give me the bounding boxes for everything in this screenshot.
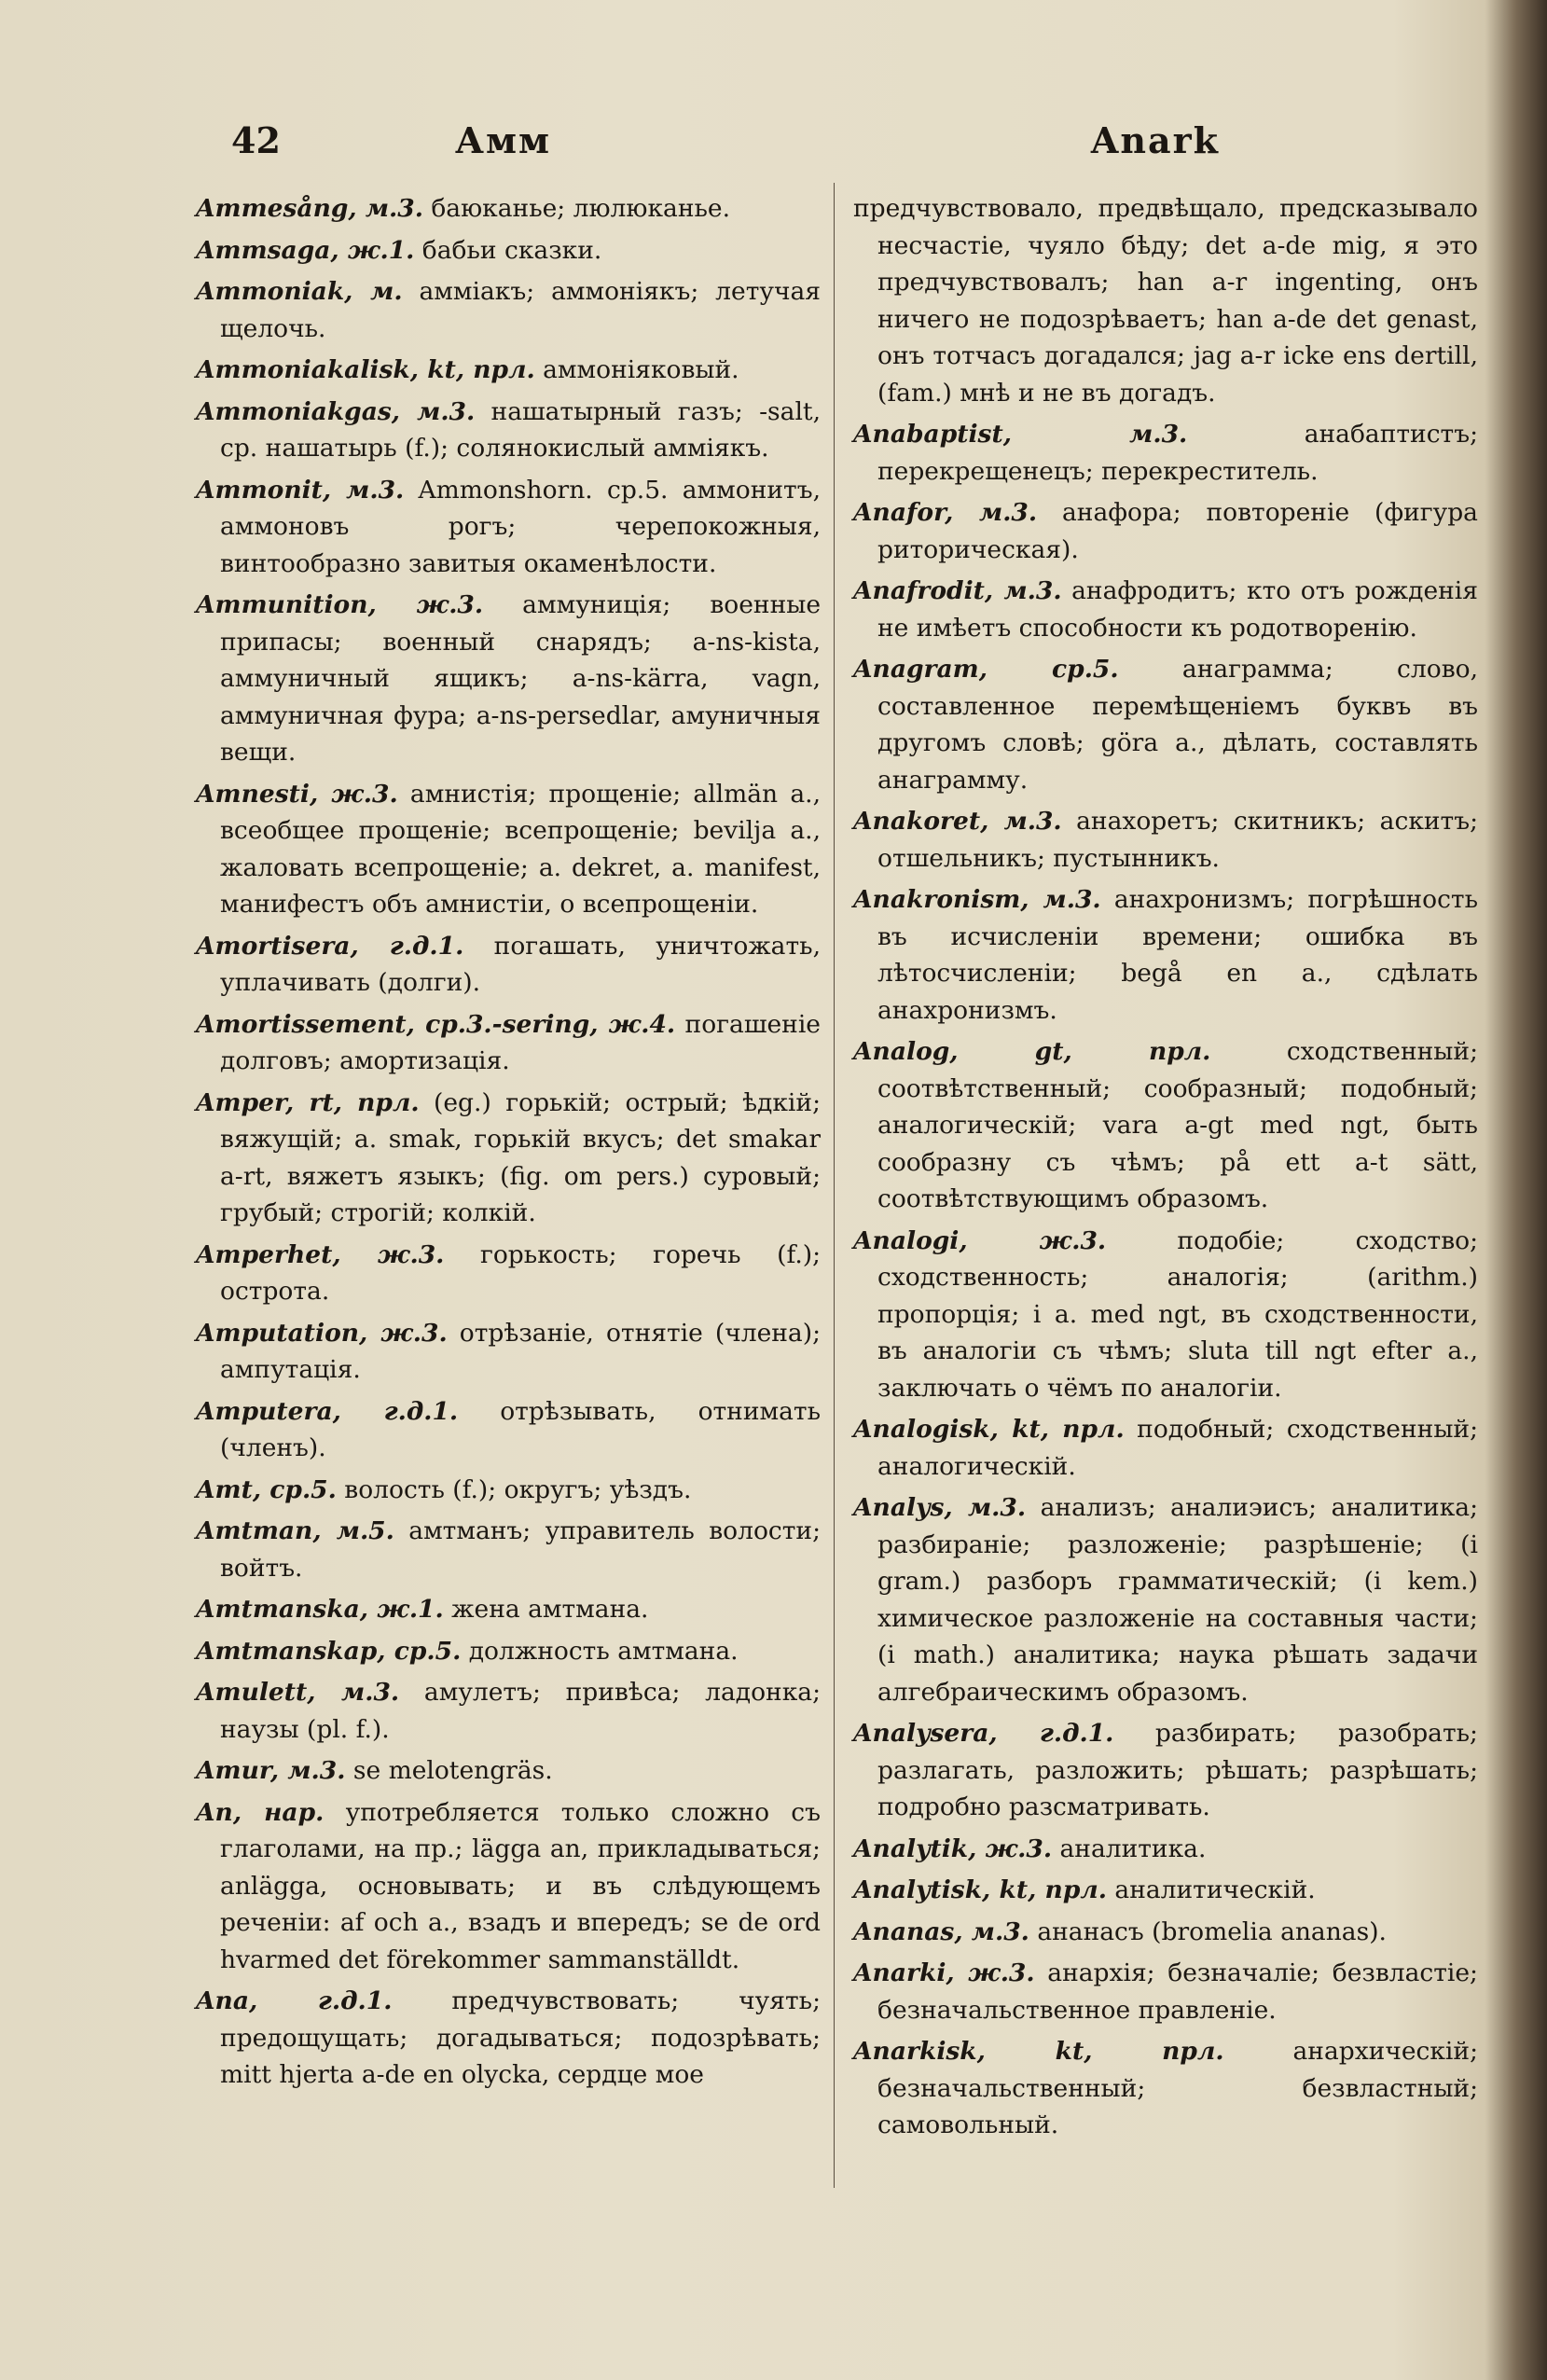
entry-definition: разбирать; разобрать; разлагать, разложить; рѣшать; разрѣшать; подробно разсматривать. <box>877 1719 1478 1821</box>
dictionary-entry <box>853 1411 1478 1485</box>
entry-definition: аналитическій. <box>1106 1875 1316 1904</box>
entry-headword: Amortisera, г.д.1. <box>196 931 464 961</box>
entry-headword: Ammoniakalisk, kt, прл. <box>196 355 535 384</box>
dictionary-entry <box>853 1955 1478 2028</box>
entry-headword: Amper, rt, прл. <box>196 1087 420 1117</box>
dictionary-entry <box>853 1223 1478 1407</box>
entry-headword: Analogisk, kt, прл. <box>853 1415 1125 1444</box>
dictionary-entry <box>196 1983 821 2094</box>
entry-headword: Analysera, г.д.1. <box>853 1719 1114 1748</box>
entry-definition: жена амтмана. <box>443 1595 649 1624</box>
entry-headword: Anakronism, м.3. <box>853 885 1101 914</box>
entry-definition: нашатырный газъ; -salt, ср. нашатырь (f.); солянокислый амміякъ. <box>220 396 821 463</box>
entry-headword: Amnesti, ж.3. <box>196 779 398 809</box>
entry-headword: Anafor, м.3. <box>853 498 1038 527</box>
dictionary-entry <box>853 2033 1478 2144</box>
entry-headword: Ammonit, м.3. <box>196 475 405 505</box>
left-column <box>196 190 821 2098</box>
dictionary-entry <box>196 1472 821 1509</box>
entry-headword: Amtmanska, ж.1. <box>196 1595 444 1624</box>
dictionary-entry <box>196 1393 821 1467</box>
dictionary-entry <box>196 1237 821 1310</box>
entry-headword: Ammsaga, ж.1. <box>196 235 415 265</box>
entry-headword: Analytik, ж.3. <box>853 1833 1053 1863</box>
dictionary-entry <box>853 416 1478 490</box>
dictionary-entry <box>196 928 821 1002</box>
entry-headword: Ananas, м.3. <box>853 1916 1029 1946</box>
left-running-head: Амм <box>455 119 551 161</box>
dictionary-entry <box>196 232 821 270</box>
entry-definition: аналитика. <box>1052 1833 1207 1863</box>
entry-definition: горькость; горечь (f.); острота. <box>220 1239 822 1306</box>
entry-headword: Amt, ср.5. <box>196 1474 337 1504</box>
entry-definition: Ammonshorn. ср.5. аммонитъ, аммоновъ рогъ; черепокожныя, винтообразно завитыя окаменѣлости. <box>220 475 821 578</box>
entry-headword: Ammoniak, м. <box>196 277 403 306</box>
entry-headword: Ana, г.д.1. <box>196 1986 393 2015</box>
entry-definition: сходственный; соотвѣтственный; сообразный; подобный; аналогическій; vara a-gt med ngt, быть сообразну съ чѣмъ; på ett a-t sätt, соотвѣтствующимъ образомъ. <box>877 1037 1478 1213</box>
entry-headword: Anarki, ж.3. <box>853 1958 1035 1987</box>
entry-definition: амнистія; прощеніе; allmän a., всеобщее прощеніе; всепрощеніе; bevilja a., жаловать всепрощеніе; a. dekret, a. manifest, манифестъ объ амнистіи, о всепрощеніи. <box>220 779 821 919</box>
entry-headword: Anarkisk, kt, прл. <box>853 2037 1224 2066</box>
dictionary-entry <box>853 1033 1478 1218</box>
entry-definition: предчувствовало, предвѣщало, предсказывало несчастіе, чуяло бѣду; det a-de mig, я это предчувствовалъ; han a-r ingenting, онъ ничего не подозрѣваетъ; han a-de det genast, онъ тотчасъ догадался; jag a-r icke ens dertill, (fam.) мнѣ и не въ догадъ. <box>853 194 1478 408</box>
entry-headword: Analytisk, kt, прл. <box>853 1875 1107 1904</box>
dictionary-entry <box>196 587 821 771</box>
entry-headword: Anafrodit, м.3. <box>853 576 1062 605</box>
entry-headword: Amtmanskap, ср.5. <box>196 1636 462 1666</box>
dictionary-entry <box>853 881 1478 1029</box>
entry-headword: Analog, gt, прл. <box>853 1037 1211 1066</box>
entry-headword: Amputation, ж.3. <box>196 1318 448 1348</box>
dictionary-entry <box>853 803 1478 877</box>
dictionary-entry <box>196 1085 821 1232</box>
entry-definition: (eg.) горькій; острый; ѣдкій; вяжущій; a. smak, горькій вкусъ; det smakar a-rt, вяжетъ языкъ; (fig. om pers.) суровый; грубый; строгій; колкій. <box>220 1087 821 1227</box>
dictionary-entry <box>196 273 821 347</box>
entry-headword: Amputera, г.д.1. <box>196 1396 459 1426</box>
entry-definition: анафродитъ; кто отъ рожденія не имѣетъ способности къ родотворенію. <box>877 576 1478 643</box>
entry-definition: анахоретъ; скитникъ; аскитъ; отшельникъ; пустынникъ. <box>877 807 1478 873</box>
entry-headword: Ammoniakgas, м.3. <box>196 396 476 426</box>
entry-definition: подобіе; сходство; сходственность; аналогія; (arithm.) пропорція; i a. med ngt, въ сходственности, въ аналогіи съ чѣмъ; sluta till ngt efter a., заключать о чёмъ по аналогіи. <box>877 1225 1478 1403</box>
entry-definition: анархическій; безначальственный; безвластный; самовольный. <box>877 2037 1478 2139</box>
dictionary-entry <box>196 1794 821 1979</box>
dictionary-entry <box>853 1715 1478 1826</box>
column-divider <box>834 183 835 2188</box>
right-running-head: Anark <box>1090 119 1220 161</box>
dictionary-entry <box>196 352 821 389</box>
entry-definition: волость (f.); округъ; уѣздъ. <box>336 1474 692 1504</box>
entry-definition: анаграмма; слово, составленное перемѣщеніемъ буквъ въ другомъ словѣ; göra a., дѣлать, составлять анаграмму. <box>877 655 1478 795</box>
entry-headword: Amtman, м.5. <box>196 1516 394 1545</box>
dictionary-entry <box>196 472 821 583</box>
entry-definition: амулетъ; привѣса; ладонка; наузы (pl. f.). <box>220 1678 822 1744</box>
entry-definition: аммоніяковый. <box>534 355 739 384</box>
entry-definition: погашеніе долговъ; амортизація. <box>220 1009 821 1075</box>
entry-definition: должность амтмана. <box>461 1636 739 1666</box>
entry-definition: баюканье; люлюканье. <box>422 194 731 223</box>
dictionary-entry <box>196 1752 821 1790</box>
page-header <box>231 119 1220 175</box>
dictionary-entry <box>853 1489 1478 1710</box>
entry-definition: анархія; безначаліе; безвластіе; безначальственное правленіе. <box>877 1958 1478 2025</box>
entry-headword: Amperhet, ж.3. <box>196 1239 445 1269</box>
entry-headword: Anakoret, м.3. <box>853 807 1062 836</box>
entry-definition: se melotengräs. <box>345 1756 553 1785</box>
entry-definition: предчувствовать; чуять; предощущать; догадываться; подозрѣвать; mitt hjerta a-de en olycka, сердце мое <box>220 1986 821 2089</box>
dictionary-entry <box>196 1591 821 1628</box>
entry-headword: Ammesång, м.3. <box>196 194 423 223</box>
dictionary-entry <box>853 494 1478 568</box>
dictionary-entry <box>853 573 1478 646</box>
dictionary-entry <box>196 1674 821 1748</box>
dictionary-entry <box>196 1513 821 1586</box>
entry-headword: An, нар. <box>196 1797 325 1827</box>
entry-definition: анализъ; аналиэисъ; аналитика; разбираніе; разложеніе; разрѣшеніе; (i gram.) разборъ грамматическій; (i kem.) химическое разложеніе на составныя части; (i math.) аналитика; наука рѣшать задачи алгебраическимъ образомъ. <box>877 1493 1479 1707</box>
entry-definition: погашать, уничтожать, уплачивать (долги). <box>220 931 821 997</box>
dictionary-entry <box>196 776 821 923</box>
entry-definition: амміакъ; аммоніякъ; летучая щелочь. <box>220 277 821 343</box>
dictionary-entry <box>196 394 821 467</box>
dictionary-entry-continued <box>853 190 1478 411</box>
entry-definition: амтманъ; управитель волости; войтъ. <box>220 1516 821 1583</box>
entry-headword: Anagram, ср.5. <box>853 655 1119 684</box>
dictionary-entry <box>196 1006 821 1080</box>
entry-definition: отрѣзаніе, отнятіе (члена); ампутація. <box>220 1318 821 1384</box>
entry-definition: подобный; сходственный; аналогическій. <box>877 1415 1478 1481</box>
entry-headword: Anabaptist, м.3. <box>853 420 1188 449</box>
right-column <box>853 190 1478 2149</box>
dictionary-entry <box>853 1914 1478 1951</box>
entry-definition: аммуниція; военные припасы; военный снарядъ; a-ns-kista, аммуничный ящикъ; a-ns-kärra, vagn, аммуничная фура; a-ns-persedlar, амуничныя вещи. <box>220 590 822 767</box>
entry-definition: анабаптистъ; перекрещенецъ; перекреститель. <box>877 420 1479 486</box>
entry-definition: ананасъ (bromelia ananas). <box>1029 1916 1387 1946</box>
entry-definition: употребляется только сложно съ глаголами, на пр.; lägga an, прикладываться; anlägga, основывать; и въ слѣдующемъ реченіи: af och a., взадъ и впередъ; se de ord hvarmed det förekommer sammanställdt. <box>220 1797 821 1974</box>
entry-headword: Analogi, ж.3. <box>853 1225 1107 1255</box>
dictionary-entry <box>196 1633 821 1670</box>
dictionary-entry <box>853 1831 1478 1868</box>
entry-headword: Analys, м.3. <box>853 1493 1027 1522</box>
entry-definition: отрѣзывать, отнимать (членъ). <box>220 1396 822 1462</box>
dictionary-entry <box>196 190 821 228</box>
entry-definition: бабьи сказки. <box>414 235 602 265</box>
dictionary-entry <box>853 1872 1478 1909</box>
entry-headword: Ammunition, ж.3. <box>196 590 484 619</box>
dictionary-entry <box>196 1315 821 1389</box>
entry-headword: Amur, м.3. <box>196 1756 346 1785</box>
dictionary-entry <box>853 651 1478 798</box>
entry-headword: Amulett, м.3. <box>196 1678 400 1707</box>
page-number: 42 <box>231 119 281 161</box>
entry-definition: анахронизмъ; погрѣшность въ исчисленіи времени; ошибка въ лѣтосчисленіи; begå en a., сдѣлать анахронизмъ. <box>877 885 1478 1025</box>
entry-definition: анафора; повтореніе (фигура риторическая). <box>877 498 1478 564</box>
entry-headword: Amortissement, ср.3.-sering, ж.4. <box>196 1009 676 1039</box>
